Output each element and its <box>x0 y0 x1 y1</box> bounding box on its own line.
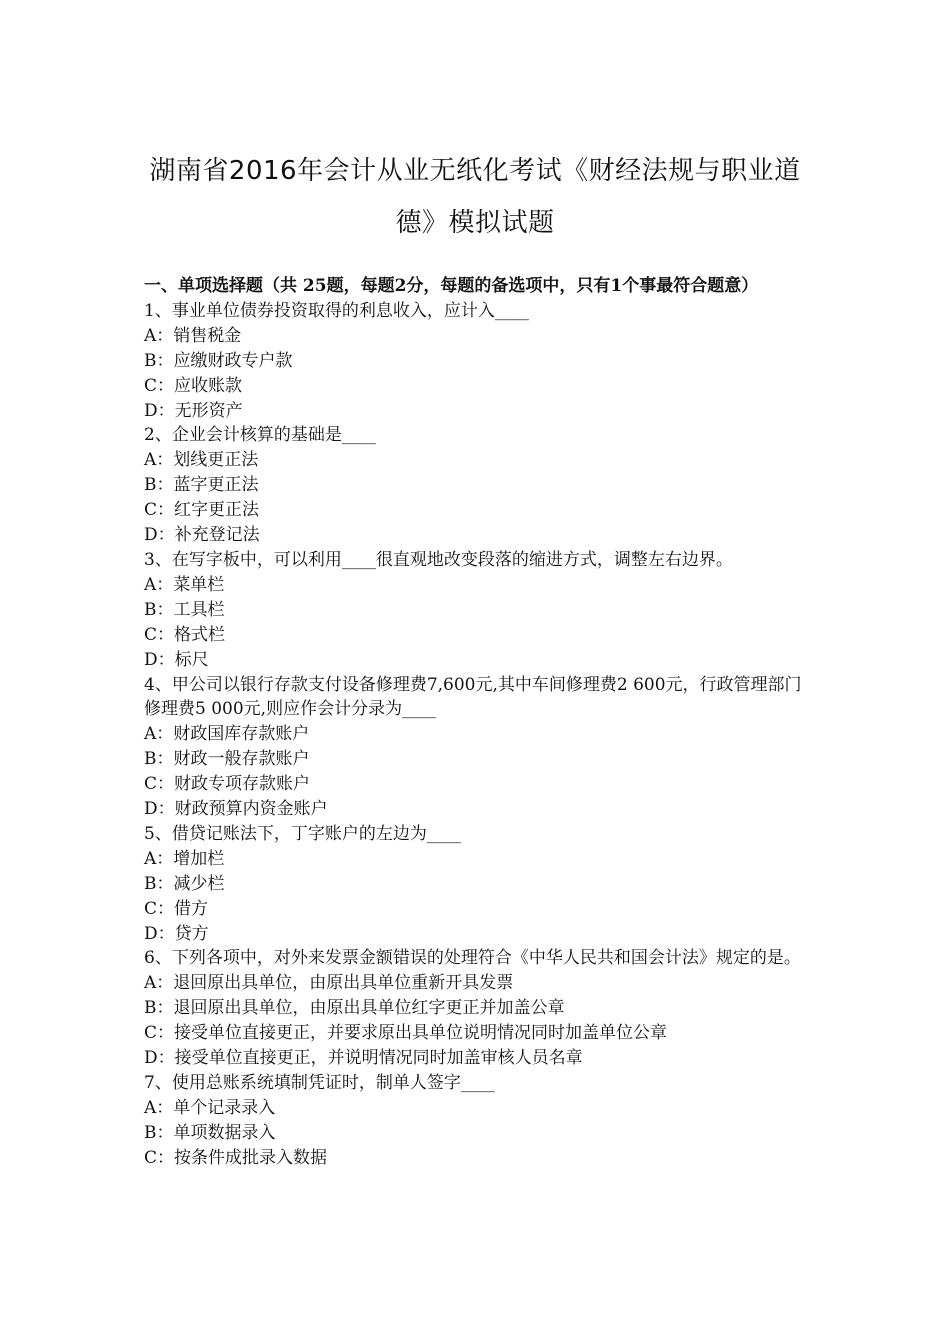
option-c: C：接受单位直接更正，并要求原出具单位说明情况同时加盖单位公章 <box>144 1023 668 1044</box>
page-title <box>130 145 820 249</box>
option-b: B：应缴财政专户款 <box>144 350 293 371</box>
option-d: D：接受单位直接更正，并说明情况同时加盖审核人员名章 <box>144 1048 583 1069</box>
option-a: A：退回原出具单位，由原出具单位重新开具发票 <box>144 973 514 994</box>
option-d: D：补充登记法 <box>144 525 260 546</box>
option-c: C：借方 <box>144 898 209 919</box>
option-b: B：单项数据录入 <box>144 1122 276 1143</box>
option-d: D：贷方 <box>144 923 209 944</box>
title-line-2: 德》模拟试题 <box>395 208 555 238</box>
question-stem: 5、借贷记账法下，丁字账户的左边为____ <box>144 823 461 844</box>
option-b: B：退回原出具单位，由原出具单位红字更正并加盖公章 <box>144 998 565 1019</box>
question-stem: 4、甲公司以银行存款支付设备修理费7,600元,其中车间修理费2 600元，行政管理部门修理费5 000元,则应作会计分录为____ <box>144 674 802 720</box>
option-d: D：无形资产 <box>144 400 243 421</box>
question-2 <box>144 423 810 548</box>
question-3 <box>144 548 810 673</box>
option-a: A：增加栏 <box>144 848 225 869</box>
section-heading: 一、单项选择题（共 25题，每题2分，每题的备选项中，只有1个事最符合题意） <box>144 276 759 296</box>
option-a: A：划线更正法 <box>144 450 259 471</box>
question-stem: 6、下列各项中，对外来发票金额错误的处理符合《中华人民共和国会计法》规定的是。 <box>144 948 801 969</box>
question-stem: 2、企业会计核算的基础是____ <box>144 425 376 446</box>
option-c: C：格式栏 <box>144 624 226 645</box>
option-a: A：销售税金 <box>144 325 242 346</box>
option-a: A：菜单栏 <box>144 574 225 595</box>
exam-content <box>144 274 810 1171</box>
option-b: B：工具栏 <box>144 599 225 620</box>
option-b: B：减少栏 <box>144 873 225 894</box>
option-a: A：财政国库存款账户 <box>144 724 310 745</box>
title-line-1: 湖南省2016年会计从业无纸化考试《财经法规与职业道 <box>149 156 801 186</box>
question-6 <box>144 946 810 1071</box>
option-b: B：蓝字更正法 <box>144 475 259 496</box>
option-c: C：红字更正法 <box>144 500 260 521</box>
option-c: C：按条件成批录入数据 <box>144 1147 328 1168</box>
question-4 <box>144 673 810 822</box>
option-d: D：财政预算内资金账户 <box>144 799 328 820</box>
question-5 <box>144 822 810 947</box>
question-stem: 7、使用总账系统填制凭证时，制单人签字____ <box>144 1073 495 1093</box>
option-b: B：财政一般存款账户 <box>144 749 310 770</box>
question-stem: 1、事业单位债券投资取得的利息收入，应计入____ <box>144 300 529 321</box>
option-c: C：财政专项存款账户 <box>144 774 311 795</box>
option-a: A：单个记录录入 <box>144 1097 276 1118</box>
question-7 <box>144 1071 810 1171</box>
option-c: C：应收账款 <box>144 375 243 396</box>
question-1 <box>144 299 810 424</box>
option-d: D：标尺 <box>144 649 209 670</box>
question-stem: 3、在写字板中，可以利用____很直观地改变段落的缩进方式，调整左右边界。 <box>144 549 733 570</box>
